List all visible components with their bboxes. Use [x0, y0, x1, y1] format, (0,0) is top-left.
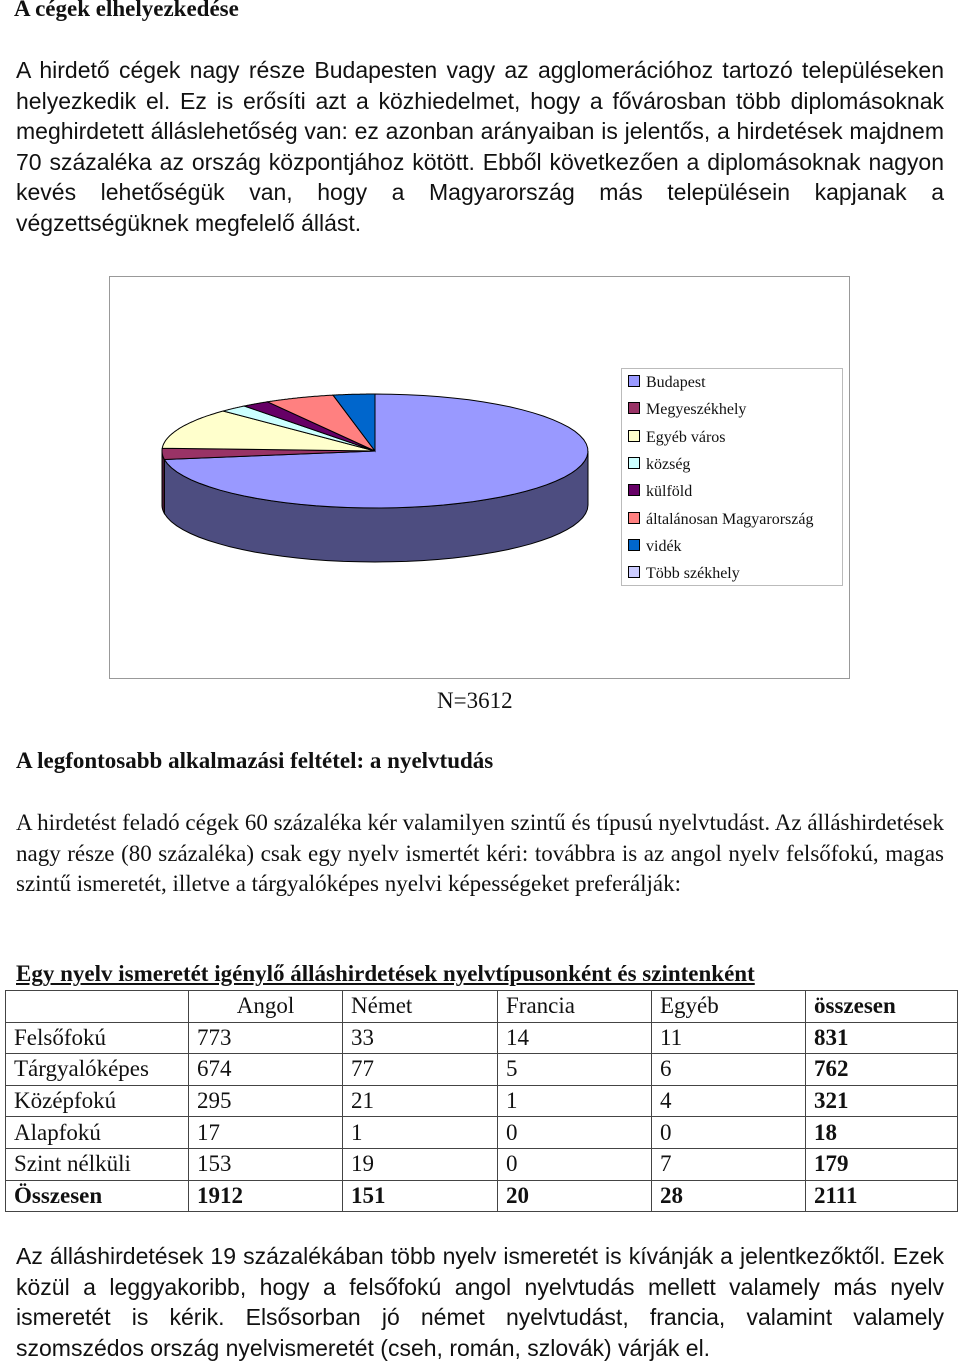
legend-label: Budapest — [646, 374, 706, 391]
table-cell: 18 — [806, 1117, 958, 1149]
legend-swatch — [628, 402, 640, 414]
table-cell: 151 — [343, 1180, 498, 1212]
table-cell: 7 — [652, 1148, 806, 1180]
table-row — [6, 1117, 958, 1149]
table-total-row — [6, 1180, 958, 1212]
pie-slice-side-1 — [162, 451, 164, 514]
table-row — [6, 1085, 958, 1117]
section-heading-locations: A cégek elhelyezkedése — [14, 0, 239, 21]
table-cell: 762 — [806, 1054, 958, 1086]
legend-item — [628, 399, 746, 421]
table-cell: 1 — [498, 1085, 652, 1117]
table-row — [6, 1022, 958, 1054]
paragraph-multiple-languages: Az álláshirdetések 19 százalékában több nyelv ismeretét is kívánják a jelentkezőktől. Ezek közül a leggyakoribb, hogy a felsőfokú angol nyelvtudás mellett valamely más nyelv ismeretét is kérik. Elsősorban jó német nyelvtudást, francia, valamint valamely szomszédos ország nyelvismeretét (cseh, román, szlovák) várják el. — [16, 1243, 944, 1361]
legend-label: Több székhely — [646, 565, 740, 583]
table-cell: 674 — [189, 1054, 343, 1086]
table-cell: 1912 — [189, 1180, 343, 1212]
legend-label: általánosan Magyarország — [646, 510, 814, 528]
table-cell: 831 — [806, 1022, 958, 1054]
sample-size-label: N=3612 — [437, 688, 513, 713]
table-cell: Alapfokú — [6, 1117, 189, 1149]
table-cell: 295 — [189, 1085, 343, 1117]
table-title: Egy nyelv ismeretét igénylő álláshirdetések nyelvtípusonként és szintenként — [16, 961, 755, 986]
legend-swatch — [628, 484, 640, 496]
table-cell: Összesen — [6, 1180, 189, 1212]
legend-item — [628, 372, 706, 394]
table-header-row — [6, 991, 958, 1023]
legend-swatch — [628, 430, 640, 442]
table-header-cell: Angol — [189, 991, 343, 1023]
table-cell: 5 — [498, 1054, 652, 1086]
legend-item — [628, 509, 813, 531]
table-header-cell: összesen — [806, 991, 958, 1023]
table-cell: Szint nélküli — [6, 1148, 189, 1180]
chart-legend — [621, 368, 843, 586]
table-cell: 28 — [652, 1180, 806, 1212]
table-cell: 11 — [652, 1022, 806, 1054]
table-cell: Tárgyalóképes — [6, 1054, 189, 1086]
legend-item — [628, 454, 690, 476]
table-cell: 1 — [343, 1117, 498, 1149]
table-cell: Középfokú — [6, 1085, 189, 1117]
table-row — [6, 1054, 958, 1086]
table-cell: 773 — [189, 1022, 343, 1054]
table-cell: 17 — [189, 1117, 343, 1149]
table-cell: 179 — [806, 1148, 958, 1180]
table-cell: 0 — [498, 1148, 652, 1180]
table-header-cell: Egyéb — [652, 991, 806, 1023]
legend-item — [628, 481, 692, 503]
table-cell: 4 — [652, 1085, 806, 1117]
table-cell: 0 — [652, 1117, 806, 1149]
table-cell: 6 — [652, 1054, 806, 1086]
table-cell: 33 — [343, 1022, 498, 1054]
table-cell: 19 — [343, 1148, 498, 1180]
table-cell: 21 — [343, 1085, 498, 1117]
legend-label: vidék — [646, 537, 682, 555]
legend-swatch — [628, 512, 640, 524]
legend-label: Megyeszékhely — [646, 401, 747, 419]
table-cell: 20 — [498, 1180, 652, 1212]
table-cell: Felsőfokú — [6, 1022, 189, 1054]
legend-swatch — [628, 457, 640, 469]
legend-label: község — [646, 455, 691, 473]
legend-swatch — [628, 539, 640, 551]
table-cell: 77 — [343, 1054, 498, 1086]
legend-label: külföld — [646, 483, 693, 501]
table-header-cell — [6, 991, 189, 1023]
table-cell: 2111 — [806, 1180, 958, 1212]
paragraph-locations: A hirdető cégek nagy része Budapesten vagy az agglomerációhoz tartozó településeken helyezkedik el. Ez is erősíti azt a közhiedelmet, hogy a fővárosban több diplomásoknak meghirdetett álláslehetőség van: ez azonban arányaiban is jelentős, a hirdetések majdnem 70 százaléka az ország központjához kötött. Ebből következően a diplomásoknak nagyon kevés lehetőségük van, hogy a Magyarország más településein kapjanak a végzettségüknek megfelelő állást. — [16, 57, 944, 236]
table-row — [6, 1148, 958, 1180]
table-cell: 14 — [498, 1022, 652, 1054]
legend-label: Egyéb város — [646, 428, 726, 446]
table-cell: 153 — [189, 1148, 343, 1180]
legend-swatch — [628, 375, 640, 387]
legend-item — [628, 427, 726, 449]
language-table — [5, 990, 958, 1212]
legend-item — [628, 536, 682, 558]
paragraph-language: A hirdetést feladó cégek 60 százaléka kér valamilyen szintű és típusú nyelvtudást. Az álláshirdetések nagy része (80 százaléka) csak egy nyelv ismertét kéri: továbbra is az angol nyelv felsőfokú, magas szintű ismeretét, illetve a tárgyalóképes nyelvi képességeket preferálják: — [16, 810, 944, 896]
legend-swatch — [628, 566, 640, 578]
table-cell: 0 — [498, 1117, 652, 1149]
section-heading-language: A legfontosabb alkalmazási feltétel: a nyelvtudás — [16, 748, 494, 773]
table-header-cell: Francia — [498, 991, 652, 1023]
table-cell: 321 — [806, 1085, 958, 1117]
table-header-cell: Német — [343, 991, 498, 1023]
legend-item — [628, 563, 740, 585]
